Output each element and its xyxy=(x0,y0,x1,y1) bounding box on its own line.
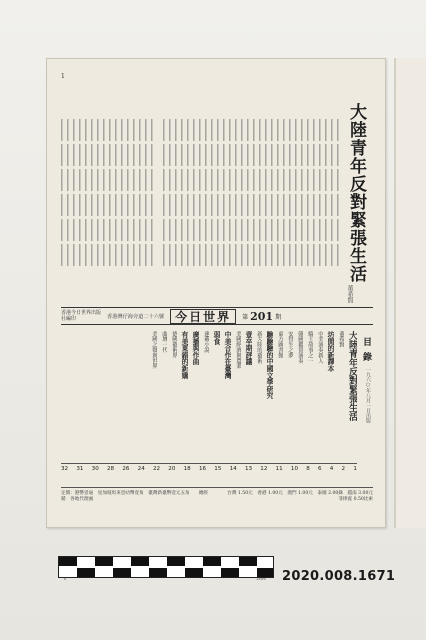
toc-entry[interactable]: 驗驗驗的中國文學研究 xyxy=(265,331,273,399)
toc-entries xyxy=(61,331,357,457)
toc-page-number: 4 xyxy=(329,466,334,472)
ruler-track-top xyxy=(59,557,273,566)
publication-date: 一九六○年八月一日出版 xyxy=(365,367,371,423)
adjacent-page-edge xyxy=(394,58,426,528)
toc-entry[interactable]: 坊間的新譯本 xyxy=(326,331,334,372)
toc-entry[interactable]: 弱食 xyxy=(212,331,220,345)
toc-page-number: 2 xyxy=(341,466,346,472)
magazine-page xyxy=(46,58,386,528)
toc-page-number: 16 xyxy=(198,466,207,472)
issue-prefix: 第 xyxy=(242,313,249,321)
toc-entry[interactable]: 中美演奏新人 xyxy=(317,331,323,364)
toc-page-number: 30 xyxy=(91,466,99,472)
toc-entry[interactable]: 東方圖書館 xyxy=(277,331,283,358)
toc-entry[interactable]: 安得生之夢 xyxy=(287,331,293,358)
masthead-band xyxy=(61,307,373,325)
toc-entry[interactable]: 大陸青年反對緊張生活 xyxy=(347,331,357,421)
body-text-column xyxy=(61,119,157,267)
issue-number-value: 201 xyxy=(250,309,274,323)
issue-suffix: 期 xyxy=(275,313,282,321)
toc-entry[interactable]: 廣播與作曲 xyxy=(191,331,199,365)
toc-page-number: 10 xyxy=(290,466,299,472)
toc-entry[interactable]: 新大陸的藝術 xyxy=(256,331,262,364)
ruler-track-bottom xyxy=(59,568,273,577)
article-author: 董希賢 xyxy=(346,285,353,303)
catalog-number: 2020.008.1671 xyxy=(282,569,396,584)
price-table: 台灣 1.50元 香港 1.00元 澳門 1.00元 泰國 2.00銖 越南 3.00元 菲律賓 0.50比索 xyxy=(227,491,378,503)
toc-page-number: 18 xyxy=(183,466,191,472)
toc-page-number: 1 xyxy=(353,466,357,472)
toc-entry[interactable]: 騎士故事之一 xyxy=(307,331,313,364)
toc-entry[interactable]: 中美合作在臺灣 xyxy=(223,331,231,379)
scale-ruler xyxy=(58,556,274,578)
toc-page-number: 6 xyxy=(318,466,322,472)
ruler-end-label: 15cm xyxy=(256,577,266,581)
toc-entry[interactable]: 壹卒期評議 xyxy=(244,331,252,365)
toc-page-number: 12 xyxy=(260,466,268,472)
toc-page-numbers xyxy=(61,463,357,475)
issue-number xyxy=(242,310,281,323)
toc-page-number: 11 xyxy=(275,466,283,472)
distribution-info: 定價：港幣壹毫 星加坡馬來亞叻幣壹角 臺灣新臺幣壹元五角 總經銷 各地代理處 xyxy=(61,491,209,503)
toc-entry[interactable]: 有美東錯的新嬌 xyxy=(180,331,188,379)
table-of-contents xyxy=(61,331,373,481)
toc-page-number: 26 xyxy=(122,466,130,472)
masthead-address: 香港灣仔海旁道二十六號 xyxy=(107,313,165,320)
toc-page-number: 32 xyxy=(61,466,69,472)
page-number: 1 xyxy=(61,73,65,80)
toc-entry[interactable]: 美國經濟與農業 xyxy=(235,331,241,369)
toc-page-number: 31 xyxy=(76,466,84,472)
toc-page-number: 24 xyxy=(137,466,145,472)
body-text-column xyxy=(163,119,255,267)
toc-heading: 目錄 xyxy=(361,337,371,367)
toc-entry[interactable]: 美國之聲與世界 xyxy=(151,331,157,369)
toc-page-number: 28 xyxy=(106,466,115,472)
masthead-publisher-note: 香港今日世界出版社編印 xyxy=(61,310,102,322)
toc-entry[interactable]: 韓國鑑賞演奏 xyxy=(297,331,303,364)
toc-page-number: 20 xyxy=(168,466,176,472)
toc-entry[interactable]: 董希賢 xyxy=(338,331,344,348)
article-title: 大陸青年反對緊張生活 xyxy=(346,103,366,283)
ruler-start-label: 0 xyxy=(64,577,67,581)
toc-page-number: 8 xyxy=(306,466,310,472)
toc-page-number: 22 xyxy=(152,466,161,472)
toc-page-number: 13 xyxy=(244,466,253,472)
body-text-column xyxy=(259,119,339,267)
toc-entry[interactable]: 德國藝術界 xyxy=(171,331,177,358)
toc-page-number: 14 xyxy=(229,466,237,472)
price-info-band xyxy=(61,487,378,521)
toc-page-number: 15 xyxy=(214,466,222,472)
toc-entry[interactable]: 連載小說 xyxy=(203,331,209,353)
toc-entry[interactable]: 曲壇一代 xyxy=(161,331,167,353)
magazine-logo: 今日世界 xyxy=(170,309,236,324)
